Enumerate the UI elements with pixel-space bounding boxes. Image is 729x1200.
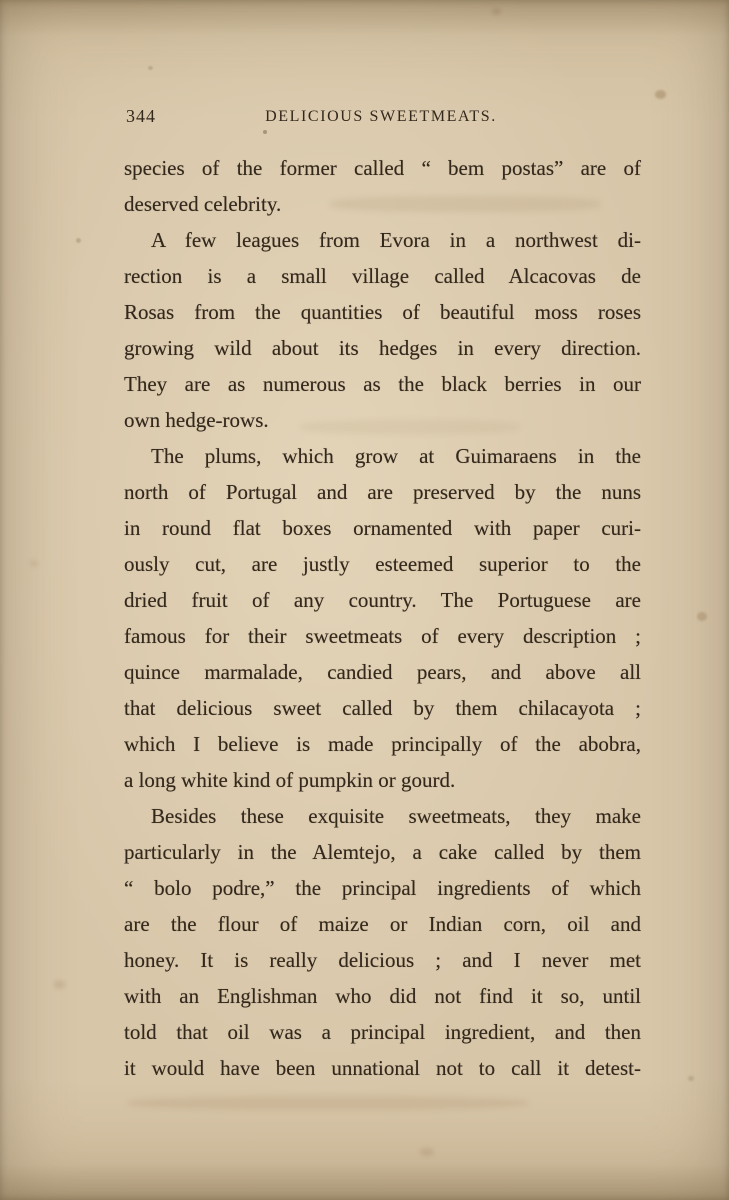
text-line: species of the former called “ bem postas” are of	[124, 156, 641, 180]
text-line: that delicious sweet called by them chilacayota ;	[124, 696, 641, 720]
text-line: which I believe is made principally of the abobra,	[124, 732, 641, 756]
paragraph	[124, 438, 641, 798]
foxing-spot	[54, 980, 65, 989]
text-line: are the flour of maize or Indian corn, oil and	[124, 912, 641, 936]
text-line: deserved celebrity.	[124, 192, 282, 216]
text-line: Besides these exquisite sweetmeats, they make	[151, 804, 641, 828]
text-line: honey. It is really delicious ; and I never met	[124, 948, 641, 972]
foxing-spot	[697, 612, 707, 621]
text-line: particularly in the Alemtejo, a cake called by them	[124, 840, 641, 864]
page-number: 344	[126, 106, 156, 126]
foxing-spot	[492, 8, 501, 15]
text-line: They are as numerous as the black berries in our	[124, 372, 641, 396]
text-line: rection is a small village called Alcacovas de	[124, 264, 641, 288]
text-line: with an Englishman who did not find it so, until	[124, 984, 641, 1008]
text-block	[124, 150, 641, 1086]
text-line: The plums, which grow at Guimaraens in the	[151, 444, 641, 468]
paragraph	[124, 798, 641, 1086]
foxing-spot	[688, 1076, 694, 1081]
text-line: north of Portugal and are preserved by the nuns	[124, 480, 641, 504]
text-line: own hedge-rows.	[124, 408, 269, 432]
show-through-smudge	[128, 1096, 528, 1110]
text-line: quince marmalade, candied pears, and above all	[124, 660, 641, 684]
text-line: famous for their sweetmeats of every description ;	[124, 624, 641, 648]
text-line: Rosas from the quantities of beautiful moss roses	[124, 300, 641, 324]
text-line: in round flat boxes ornamented with paper curi-	[124, 516, 641, 540]
text-line: “ bolo podre,” the principal ingredients of which	[124, 876, 641, 900]
running-header: DELICIOUS SWEETMEATS.	[265, 108, 497, 125]
text-line: ously cut, are justly esteemed superior to the	[124, 552, 641, 576]
text-line: dried fruit of any country. The Portuguese are	[124, 588, 641, 612]
paragraph	[124, 150, 641, 222]
foxing-spot	[655, 90, 666, 99]
text-line: a long white kind of pumpkin or gourd.	[124, 768, 456, 792]
foxing-spot	[76, 238, 81, 243]
text-line: told that oil was a principal ingredient, and then	[124, 1020, 641, 1044]
foxing-spot	[148, 66, 153, 70]
paragraph	[124, 222, 641, 438]
foxing-spot	[420, 1148, 434, 1156]
foxing-spot	[30, 560, 38, 567]
text-line: it would have been unnational not to call it detest-	[124, 1056, 641, 1080]
text-line: growing wild about its hedges in every direction.	[124, 336, 641, 360]
text-line: A few leagues from Evora in a northwest di-	[151, 228, 641, 252]
page-header	[120, 106, 642, 132]
